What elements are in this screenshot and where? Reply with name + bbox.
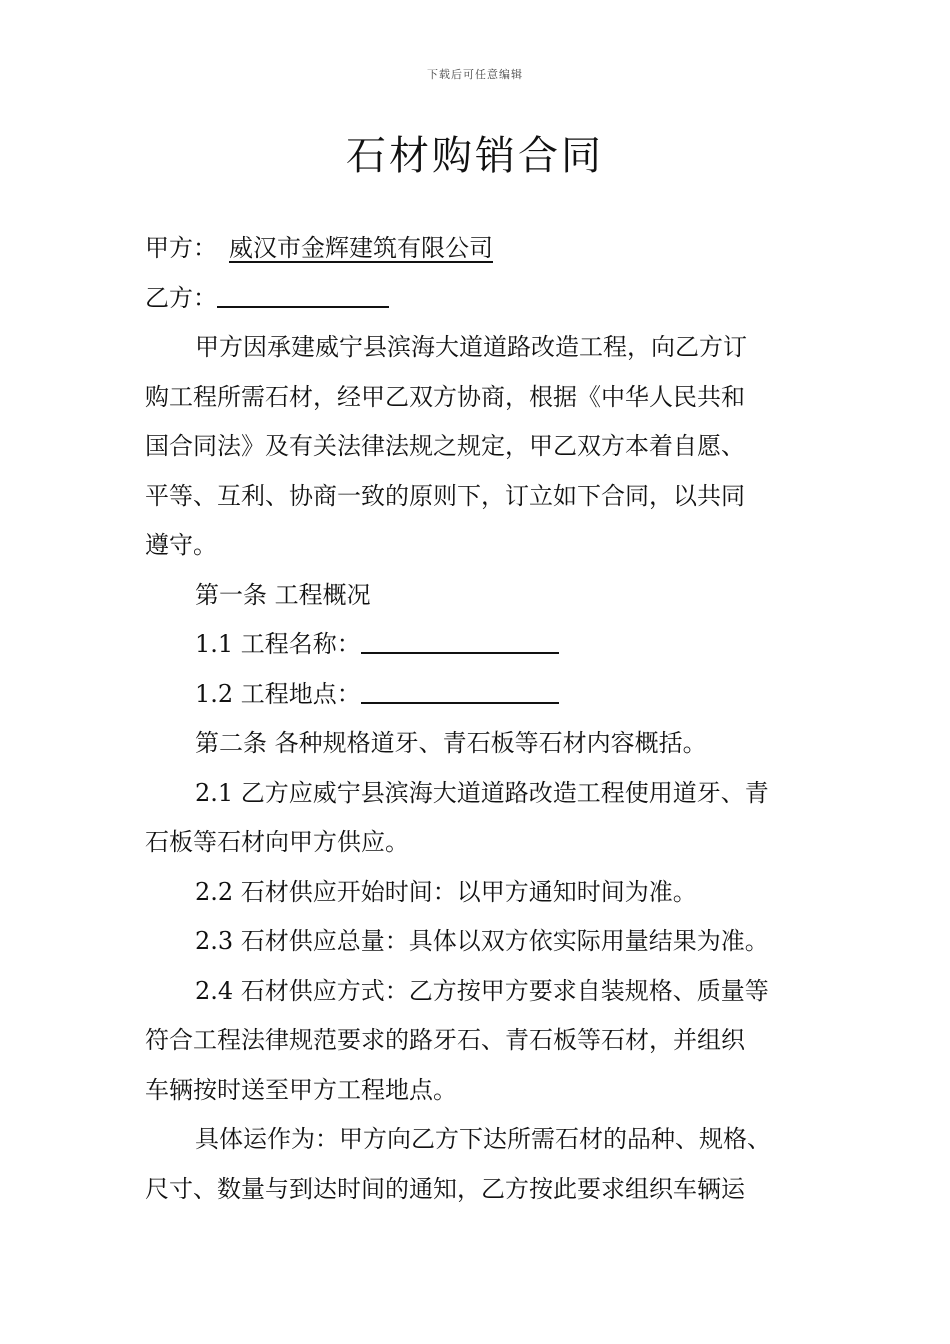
document-title: 石材购销合同 (346, 133, 604, 179)
item-1-2-line (145, 670, 825, 720)
preamble-line: 遵守。 (145, 531, 217, 559)
party-a-value: 威汉市金辉建筑有限公司 (229, 234, 493, 262)
item-2-1-line: 石板等石材向甲方供应。 (145, 828, 409, 856)
header-note: 下载后可任意编辑 (427, 68, 523, 81)
project-location-blank (361, 678, 559, 704)
preamble-line: 购工程所需石材，经甲乙双方协商，根据《中华人民共和 (145, 382, 745, 411)
preamble-line: 平等、互利、协商一致的原则下，订立如下合同，以共同 (145, 481, 745, 510)
preamble-line: 甲方因承建威宁县滨海大道道路改造工程，向乙方订 (195, 333, 747, 361)
item-1-1-label: 1.1 工程名称： (195, 630, 361, 658)
item-2-3-line: 2.3 石材供应总量：具体以双方依实际用量结果为准。 (195, 927, 769, 955)
preamble-line: 国合同法》及有关法律法规之规定，甲乙双方本着自愿、 (145, 432, 745, 460)
party-b-blank (217, 282, 389, 308)
item-2-4-line: 符合工程法律规范要求的路牙石、青石板等石材，并组织 (145, 1026, 745, 1054)
article-1-heading: 第一条 工程概况 (195, 580, 371, 609)
item-2-1-line: 2.1 乙方应威宁县滨海大道道路改造工程使用道牙、青 (195, 778, 769, 807)
project-name-blank (361, 628, 559, 654)
document-body (145, 224, 825, 1214)
party-b-line (145, 274, 825, 324)
item-1-2-label: 1.2 工程地点： (195, 679, 361, 708)
party-a-line (145, 224, 825, 274)
operation-line: 具体运作为：甲方向乙方下达所需石材的品种、规格、 (195, 1125, 771, 1153)
item-2-2-line: 2.2 石材供应开始时间：以甲方通知时间为准。 (195, 877, 697, 906)
article-2-heading: 第二条 各种规格道牙、青石板等石材内容概括。 (195, 729, 707, 757)
item-2-4-line: 车辆按时送至甲方工程地点。 (145, 1075, 457, 1104)
item-2-4-line: 2.4 石材供应方式：乙方按甲方要求自装规格、质量等 (195, 976, 769, 1005)
party-b-label: 乙方： (145, 283, 217, 312)
operation-line: 尺寸、数量与到达时间的通知，乙方按此要求组织车辆运 (145, 1174, 745, 1203)
party-a-label: 甲方： (145, 234, 217, 262)
item-1-1-line (145, 620, 825, 670)
